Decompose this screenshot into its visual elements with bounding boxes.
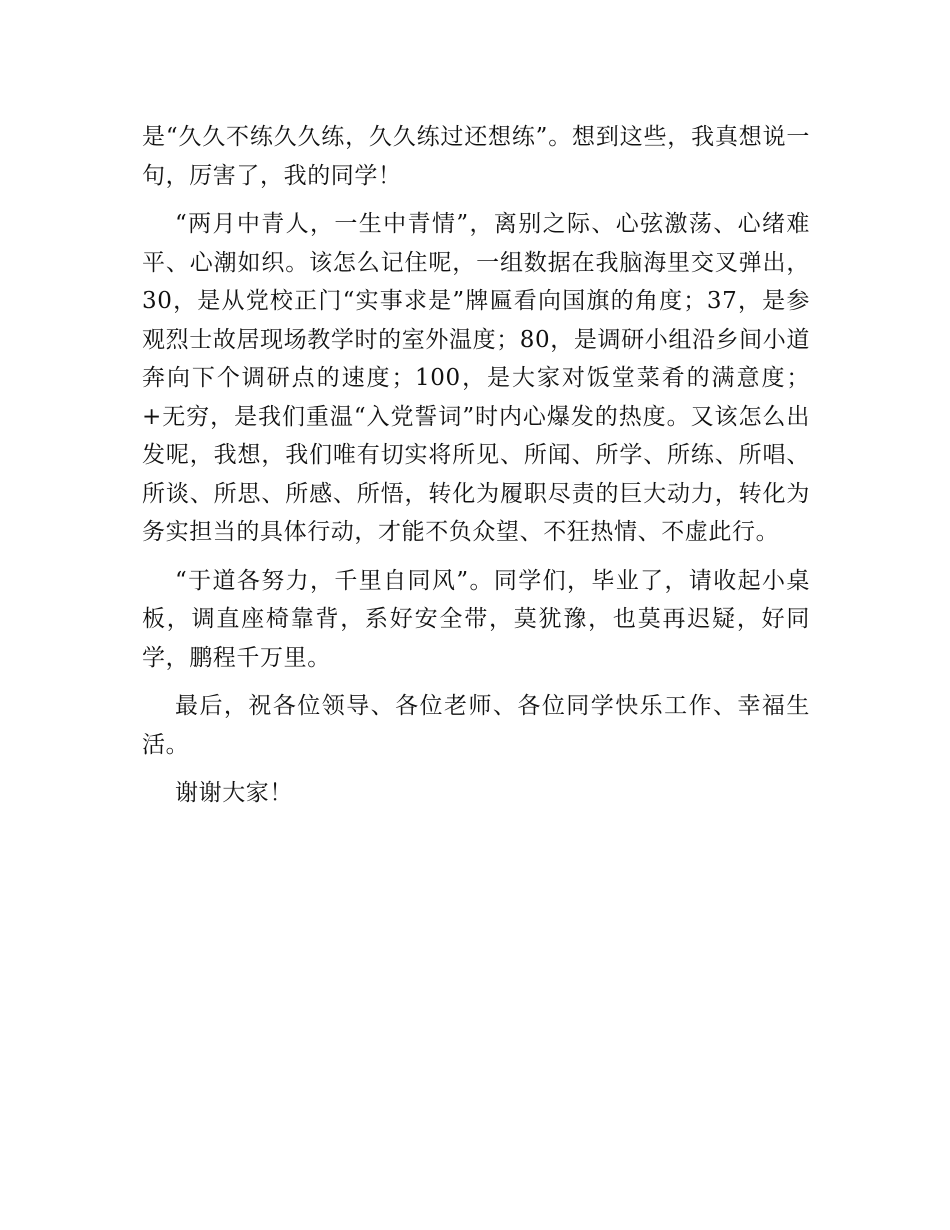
document-body <box>142 118 810 823</box>
paragraph-thanks: 谢谢大家！ <box>175 780 293 806</box>
paragraph-continuation: 是“久久不练久久练，久久练过还想练”。想到这些，我真想说一句，厉害了，我的同学！ <box>142 124 810 189</box>
paragraph-data-memories: “两月中青人，一生中青情”，离别之际、心弦激荡、心绪难平、心潮如织。该怎么记住呢，一组数据在我脑海里交叉弹出，30，是从党校正门“实事求是”牌匾看向国旗的角度；37，是参观烈士故居现场教学时的室外温度；80，是调研小组沿乡间小道奔向下个调研点的速度；100，是大家对饭堂菜肴的满意度；+无穷，是我们重温“入党誓词”时内心爆发的热度。又该怎么出发呢，我想，我们唯有切实将所见、所闻、所学、所练、所唱、所谈、所思、所感、所悟，转化为履职尽责的巨大动力，转化为务实担当的具体行动，才能不负众望、不狂热情、不虚此行。 <box>142 211 810 545</box>
paragraph-wishes: 最后，祝各位领导、各位老师、各位同学快乐工作、幸福生活。 <box>142 693 810 758</box>
paragraph-graduation: “于道各努力，千里自同风”。同学们，毕业了，请收起小桌板，调直座椅靠背，系好安全带，莫犹豫，也莫再迟疑，好同学，鹏程千万里。 <box>142 567 810 671</box>
